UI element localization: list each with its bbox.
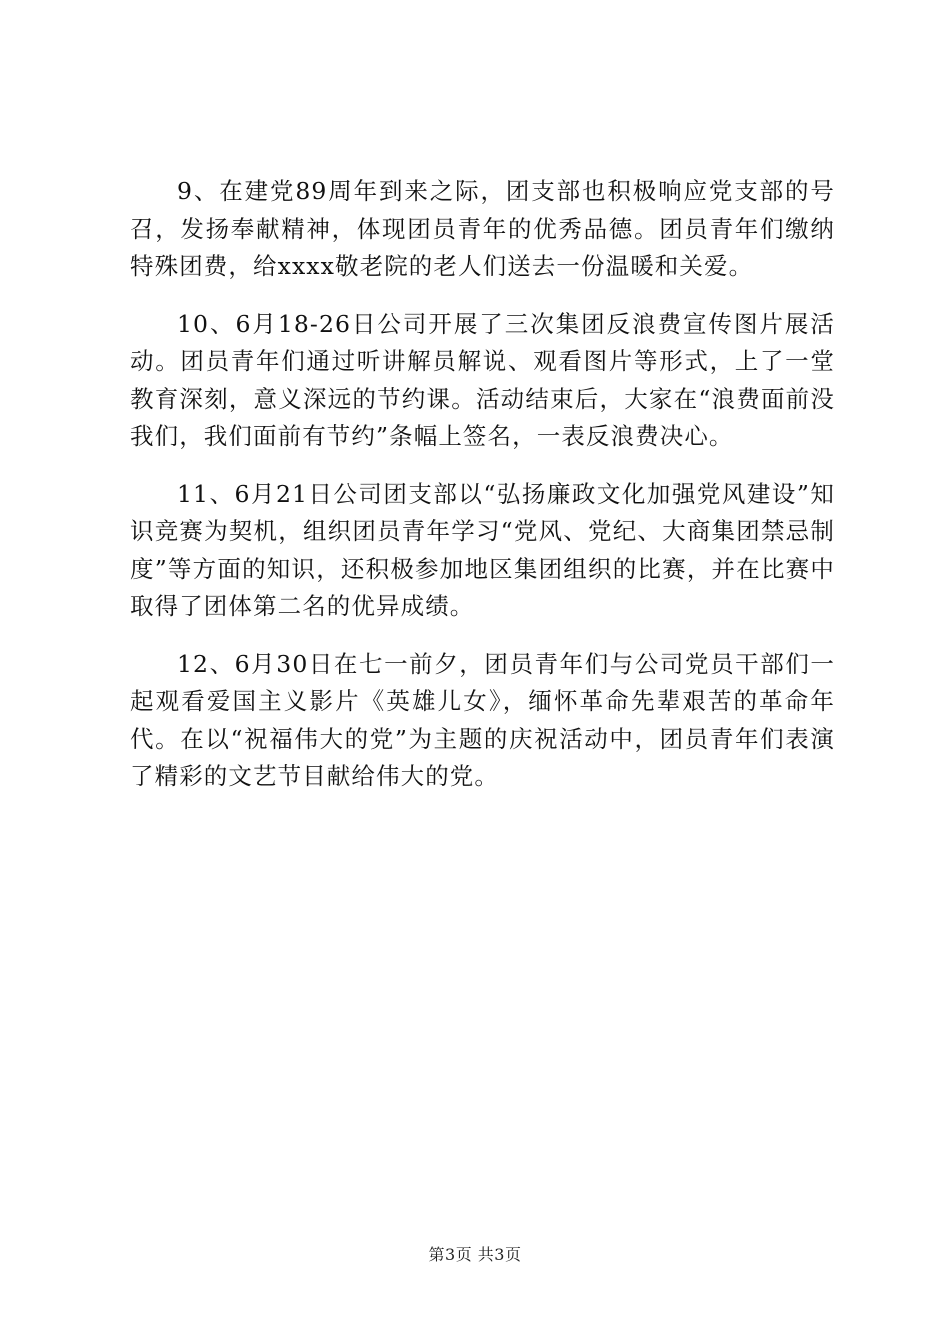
paragraph-9: 9、在建党89周年到来之际，团支部也积极响应党支部的号召，发扬奉献精神，体现团员青年的优秀品德。团员青年们缴纳特殊团费，给xxxx敬老院的老人们送去一份温暖和关爱。 [130,177,835,280]
paragraph-10: 10、6月18-26日公司开展了三次集团反浪费宣传图片展活动。团员青年们通过听讲解员解说、观看图片等形式，上了一堂教育深刻，意义深远的节约课。活动结束后，大家在“浪费面前没我们，我们面前有节约”条幅上签名，一表反浪费决心。 [130,309,835,450]
document-body [130,173,835,796]
page-footer: 第3页 共3页 [428,1245,522,1264]
paragraph-11: 11、6月21日公司团支部以“弘扬廉政文化加强党风建设”知识竞赛为契机，组织团员青年学习“党风、党纪、大商集团禁忌制度”等方面的知识，还积极参加地区集团组织的比赛，并在比赛中取得了团体第二名的优异成绩。 [130,479,835,620]
paragraph-12: 12、6月30日在七一前夕，团员青年们与公司党员干部们一起观看爱国主义影片《英雄儿女》，缅怀革命先辈艰苦的革命年代。在以“祝福伟大的党”为主题的庆祝活动中，团员青年们表演了精彩的文艺节目献给伟大的党。 [130,649,835,790]
